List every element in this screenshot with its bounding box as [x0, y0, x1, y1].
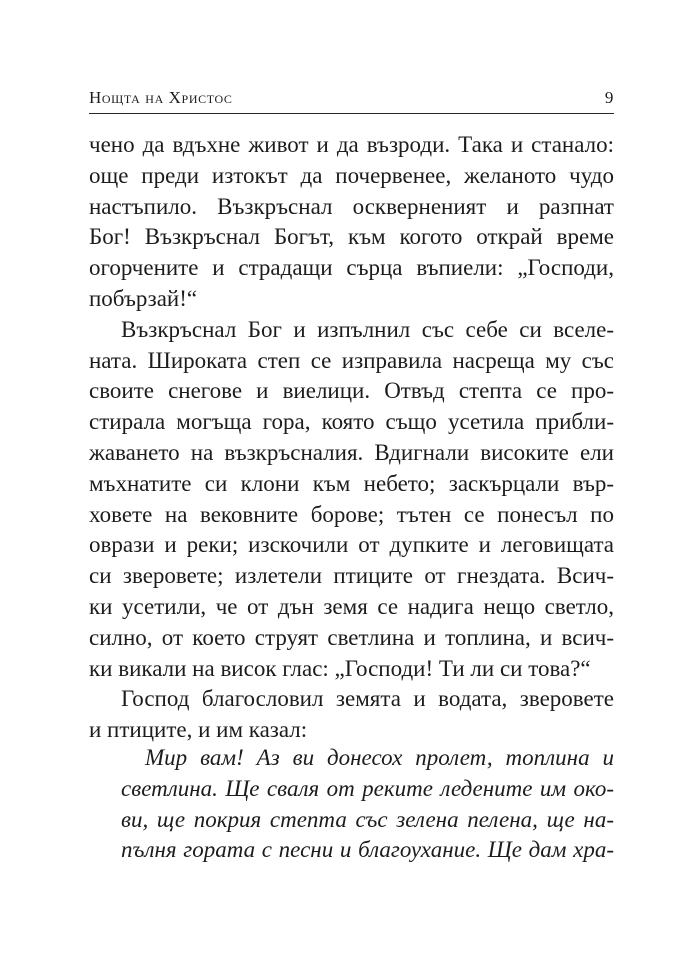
text-line: мъхнатите си клони към небето; заскърцали вър- — [89, 470, 614, 496]
paragraph-3 — [89, 684, 614, 746]
body-text — [89, 130, 614, 746]
text-line: още преди изтокът да почервенее, желаното чудо — [89, 162, 614, 188]
text-line: своите снегове и виелици. Отвъд степта се про- — [89, 378, 614, 404]
running-header — [89, 88, 614, 112]
quote-line: Мир вам! Аз ви донесох пролет, топлина и — [145, 745, 614, 770]
quoted-speech — [121, 743, 614, 866]
text-line: Господ благословил земята и водата, зверовете — [121, 686, 614, 712]
quote-line: пълня гората с песни и благоухание. Ще дам хра- — [121, 837, 614, 863]
text-line: ховете на вековните борове; тътен се понесъл по — [89, 501, 614, 527]
text-line: ки усетили, че от дън земя се надига нещо светло, — [89, 593, 614, 619]
text-line: стирала могъща гора, която също усетила прибли- — [89, 409, 614, 435]
text-line: огорчените и страдащи сърца въпиели: „Господи, — [89, 255, 614, 281]
paragraph-2 — [89, 315, 614, 685]
header-rule — [89, 113, 614, 114]
quote-line: ви, ще покрия степта със зелена пелена, ще на- — [121, 806, 614, 832]
text-line: силно, от което струят светлина и топлина, и всич- — [89, 624, 614, 650]
text-line: побързай!“ — [89, 285, 198, 311]
text-line: жаването на възкръсналия. Вдигнали високите ели — [89, 439, 614, 465]
text-line: Бог! Възкръснал Богът, към когото открай време — [89, 224, 614, 250]
page-number: 9 — [604, 88, 614, 107]
text-line: настъпило. Възкръснал оскверненият и разпнат — [89, 193, 614, 219]
text-line: и птиците, и им казал: — [89, 717, 308, 743]
text-line: ната. Широката степ се изправила насреща му със — [89, 347, 614, 373]
text-line: оврази и реки; изскочили от дупките и леговищата — [89, 532, 614, 558]
text-line: ки викали на висок глас: „Господи! Ти ли си това?“ — [89, 655, 591, 681]
quote-line: светлина. Ще сваля от реките ледените им око- — [121, 775, 614, 801]
text-line: чено да вдъхне живот и да възроди. Така и станало: — [89, 132, 614, 157]
paragraph-1 — [89, 130, 614, 315]
chapter-title: Нощта на Христос — [89, 88, 233, 107]
text-line: си зверовете; излетели птиците от гнездата. Всич- — [89, 563, 614, 589]
text-line: Възкръснал Бог и изпълнил със себе си вселе- — [121, 316, 614, 342]
